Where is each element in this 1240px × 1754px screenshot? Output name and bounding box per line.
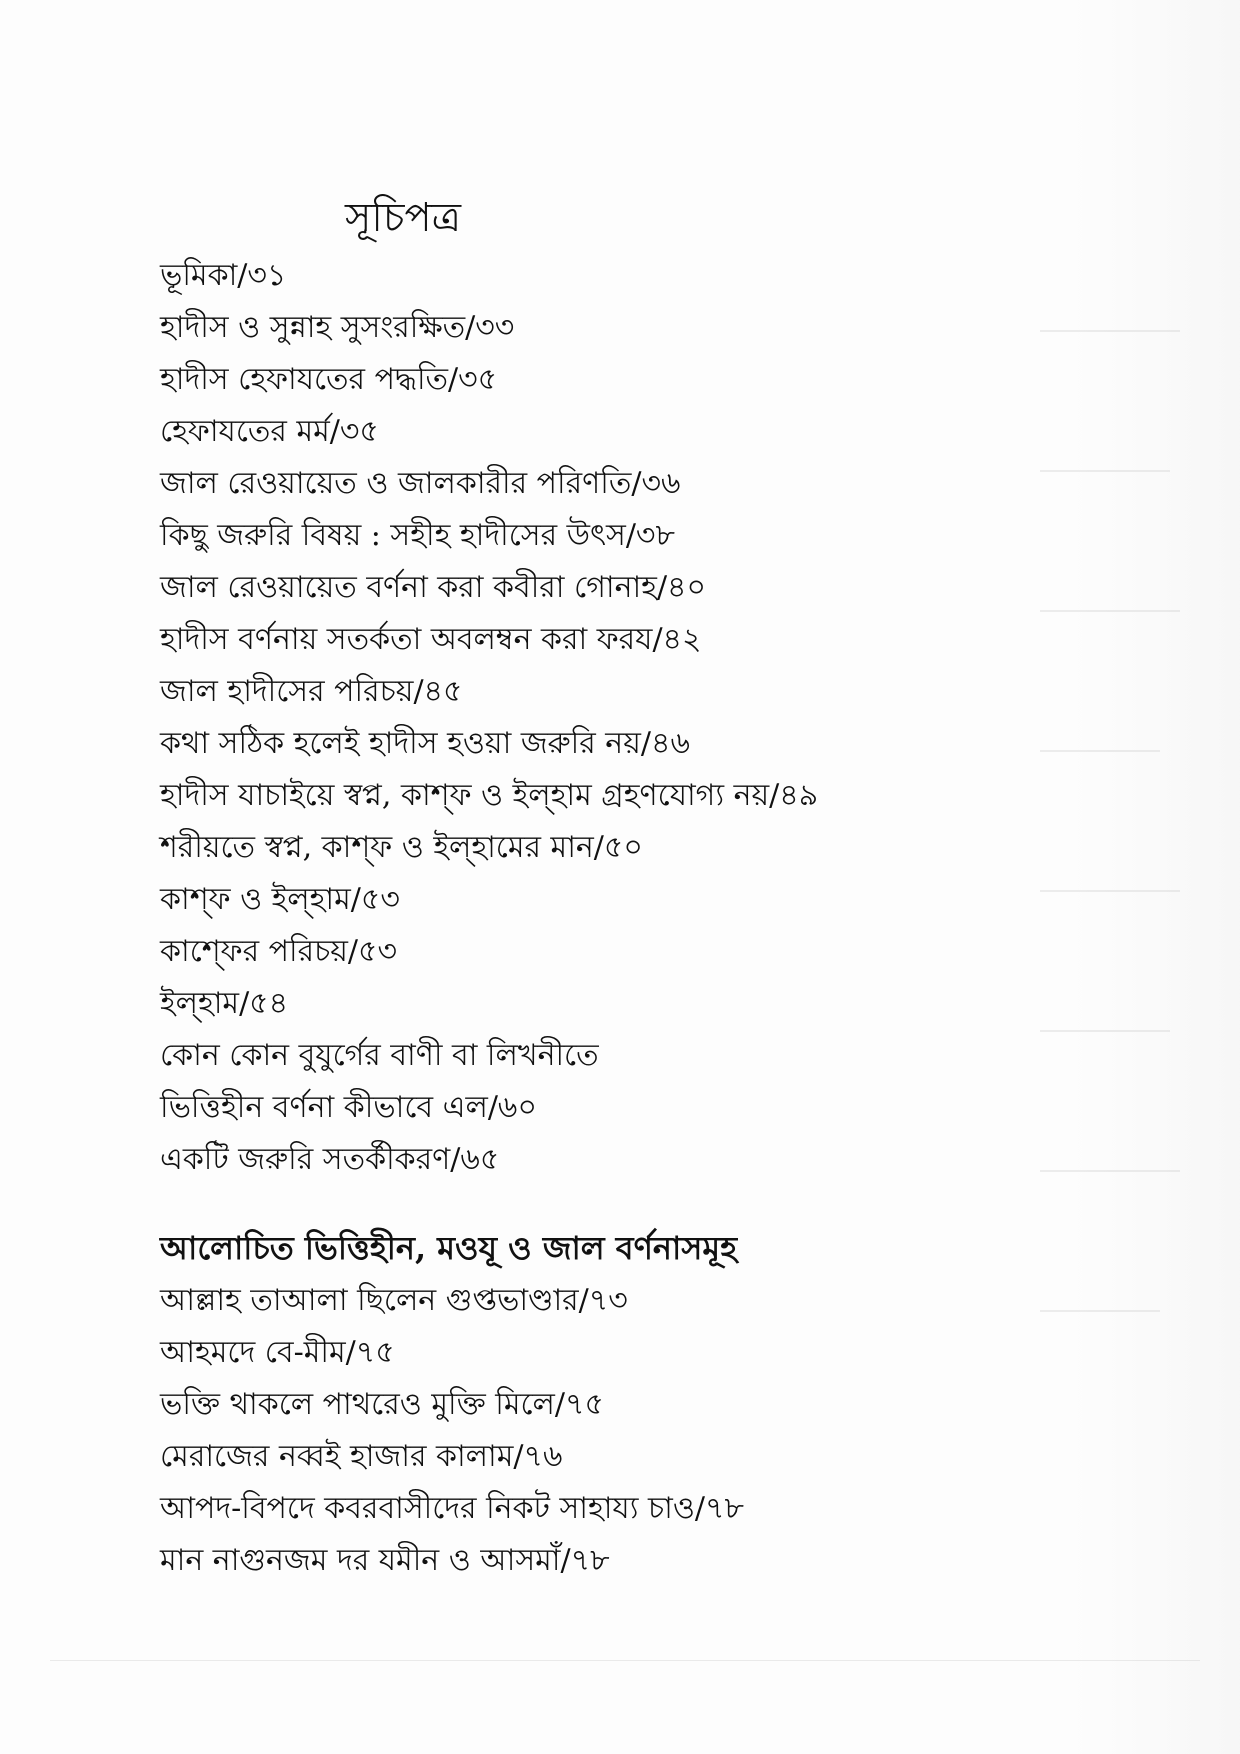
toc-entry: কাশ্ফ ও ইল্হাম/৫৩ (160, 882, 400, 917)
toc-entry: হাদীস যাচাইয়ে স্বপ্ন, কাশ্ফ ও ইল্হাম গ্রহণযোগ্য নয়/৪৯ (160, 778, 819, 813)
toc-entry: শরীয়তে স্বপ্ন, কাশ্ফ ও ইল্হামের মান/৫০ (160, 830, 643, 865)
toc-entry: হাদীস বর্ণনায় সতর্কতা অবলম্বন করা ফরয/৪২ (160, 622, 702, 657)
toc-entry: কিছু জরুরি বিষয় : সহীহ হাদীসের উৎস/৩৮ (160, 518, 675, 553)
show-through-line (1040, 330, 1180, 332)
toc-list (160, 250, 818, 1186)
show-through-line (1040, 1310, 1160, 1312)
toc-entry: হাদীস হেফাযতের পদ্ধতি/৩৫ (160, 362, 498, 397)
show-through-shadow (1070, 0, 1240, 1754)
toc-entry: ভক্তি থাকলে পাথরেও মুক্তি মিলে/৭৫ (160, 1387, 604, 1422)
page-title: সূচিপত্র (345, 195, 461, 241)
section-toc-list (160, 1275, 744, 1587)
show-through-line (1040, 1170, 1180, 1172)
page-edge (50, 1660, 1200, 1661)
toc-entry: একটি জরুরি সতর্কীকরণ/৬৫ (160, 1142, 500, 1177)
show-through-line (1040, 1030, 1170, 1032)
toc-entry: আপদ-বিপদে কবরবাসীদের নিকট সাহায্য চাও/৭৮ (160, 1491, 744, 1526)
toc-entry: কোন কোন বুযুর্গের বাণী বা লিখনীতে (160, 1038, 599, 1073)
section-heading: আলোচিত ভিত্তিহীন, মওযূ ও জাল বর্ণনাসমূহ (160, 1229, 738, 1267)
toc-entry: ভূমিকা/৩১ (160, 258, 287, 293)
toc-entry: ভিত্তিহীন বর্ণনা কীভাবে এল/৬০ (160, 1090, 537, 1125)
toc-entry: ইল্হাম/৫৪ (160, 986, 289, 1021)
toc-entry: জাল রেওয়ায়েত ও জালকারীর পরিণতি/৩৬ (160, 466, 681, 501)
toc-entry: জাল হাদীসের পরিচয়/৪৫ (160, 674, 463, 709)
show-through-line (1040, 470, 1170, 472)
toc-entry: হাদীস ও সুন্নাহ সুসংরক্ষিত/৩৩ (160, 310, 515, 345)
toc-entry: হেফাযতের মর্ম/৩৫ (160, 414, 379, 449)
toc-entry: কাশ্ফের পরিচয়/৫৩ (160, 934, 398, 969)
toc-entry: কথা সঠিক হলেই হাদীস হওয়া জরুরি নয়/৪৬ (160, 726, 690, 761)
toc-entry: জাল রেওয়ায়েত বর্ণনা করা কবীরা গোনাহ/৪০ (160, 570, 707, 605)
show-through-line (1040, 610, 1180, 612)
toc-entry: মান নাগুনজম দর যমীন ও আসমাঁ/৭৮ (160, 1543, 610, 1578)
show-through-line (1040, 890, 1180, 892)
toc-entry: মেরাজের নব্বই হাজার কালাম/৭৬ (160, 1439, 563, 1474)
toc-entry: আল্লাহ তাআলা ছিলেন গুপ্তভাণ্ডার/৭৩ (160, 1283, 628, 1318)
show-through-line (1040, 750, 1160, 752)
toc-entry: আহমদে বে-মীম/৭৫ (160, 1335, 395, 1370)
